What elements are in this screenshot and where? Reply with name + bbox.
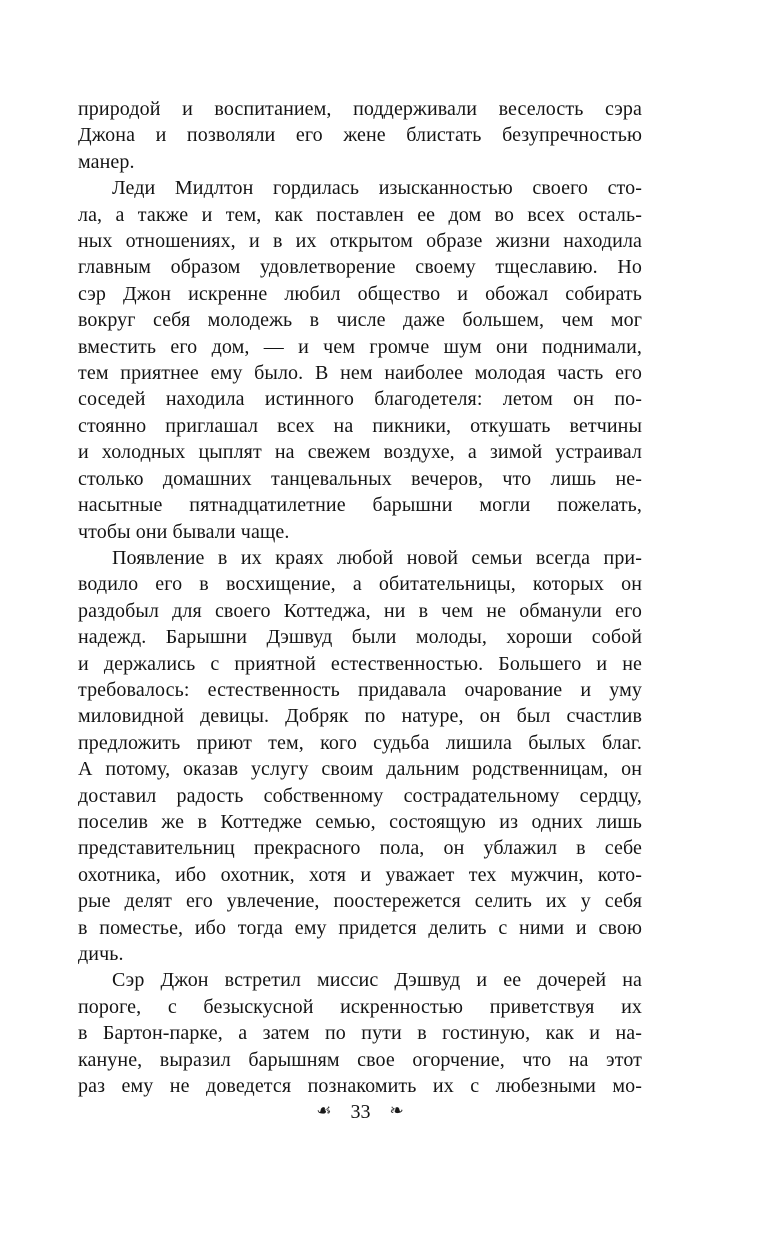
text-line: дичь. xyxy=(78,943,124,965)
text-line: требовалось: естественность придавала очарование и уму xyxy=(78,678,642,701)
text-line: соседей находила истинного благодетеля: летом он по- xyxy=(78,388,642,411)
text-line: тем приятнее ему было. В нем наиболее молодая часть его xyxy=(78,362,642,385)
text-line: миловидной девицы. Добряк по натуре, он был счастлив xyxy=(78,705,642,728)
text-line: вместить его дом, — и чем громче шум они поднимали, xyxy=(78,335,642,358)
text-line: ла, а также и тем, как поставлен ее дом во всех осталь- xyxy=(78,203,642,226)
text-line: Сэр Джон встретил миссис Дэшвуд и ее дочерей на xyxy=(112,969,642,992)
fleuron-right-icon: ❧ xyxy=(389,1101,404,1122)
text-line: кануне, выразил барышням свое огорчение, что на этот xyxy=(78,1048,642,1071)
text-line: сэр Джон искренне любил общество и обожал собирать xyxy=(78,282,642,305)
text-line: раздобыл для своего Коттеджа, ни в чем не обманули его xyxy=(78,599,642,622)
text-line: Джона и позволяли его жене блистать безупречностью xyxy=(78,124,642,147)
text-line: чтобы они бывали чаще. xyxy=(78,520,290,543)
text-line: вокруг себя молодежь в числе даже большем, чем мог xyxy=(78,309,642,332)
text-line: манер. xyxy=(78,150,135,173)
text-line: представительниц прекрасного пола, он ублажил в себе xyxy=(78,837,642,860)
text-line: раз ему не доведется познакомить их с любезными мо- xyxy=(78,1075,642,1098)
text-line: и держались с приятной естественностью. Большего и не xyxy=(78,652,642,675)
text-line: рые делят его увлечение, поостережется селить их у себя xyxy=(78,890,642,913)
page-footer xyxy=(78,1100,642,1124)
paragraph xyxy=(78,175,642,545)
text-block xyxy=(78,96,642,1099)
text-line: охотника, ибо охотник, хотя и уважает тех мужчин, кото- xyxy=(78,863,642,886)
paragraph xyxy=(78,545,642,968)
text-line: Леди Мидлтон гордилась изысканностью своего сто- xyxy=(112,177,642,200)
text-line: пороге, с безыскусной искренностью приветствуя их xyxy=(78,995,642,1018)
text-line: стоянно приглашал всех на пикники, откушать ветчины xyxy=(78,414,642,437)
text-line: предложить приют тем, кого судьба лишила былых благ. xyxy=(78,731,642,754)
text-line: ных отношениях, и в их открытом образе жизни находила xyxy=(78,230,642,253)
text-line: насытные пятнадцатилетние барышни могли пожелать, xyxy=(78,494,642,517)
text-line: столько домашних танцевальных вечеров, что лишь не- xyxy=(78,467,642,490)
paragraph xyxy=(78,96,642,175)
text-line: в Бартон-парке, а затем по пути в гостиную, как и на- xyxy=(78,1022,642,1045)
text-line: в поместье, ибо тогда ему придется делить с ними и свою xyxy=(78,916,642,939)
text-line: поселив же в Коттедже семью, состоящую из одних лишь xyxy=(78,810,642,833)
text-line: и холодных цыплят на свежем воздухе, а зимой устраивал xyxy=(78,441,642,464)
text-line: главным образом удовлетворение своему тщеславию. Но xyxy=(78,256,642,279)
fleuron-left-icon: ☙ xyxy=(316,1101,332,1122)
text-line: доставил радость собственному сострадательному сердцу, xyxy=(78,784,642,807)
text-line: надежд. Барышни Дэшвуд были молоды, хороши собой xyxy=(78,626,642,649)
paragraph xyxy=(78,967,642,1099)
text-line: водило его в восхищение, а обитательницы, которых он xyxy=(78,573,642,596)
text-line: Появление в их краях любой новой семьи всегда при- xyxy=(112,546,642,569)
text-line: природой и воспитанием, поддерживали веселость сэра xyxy=(78,98,642,120)
page-number: 33 xyxy=(350,1100,371,1123)
text-line: А потому, оказав услугу своим дальним родственницам, он xyxy=(78,758,642,781)
